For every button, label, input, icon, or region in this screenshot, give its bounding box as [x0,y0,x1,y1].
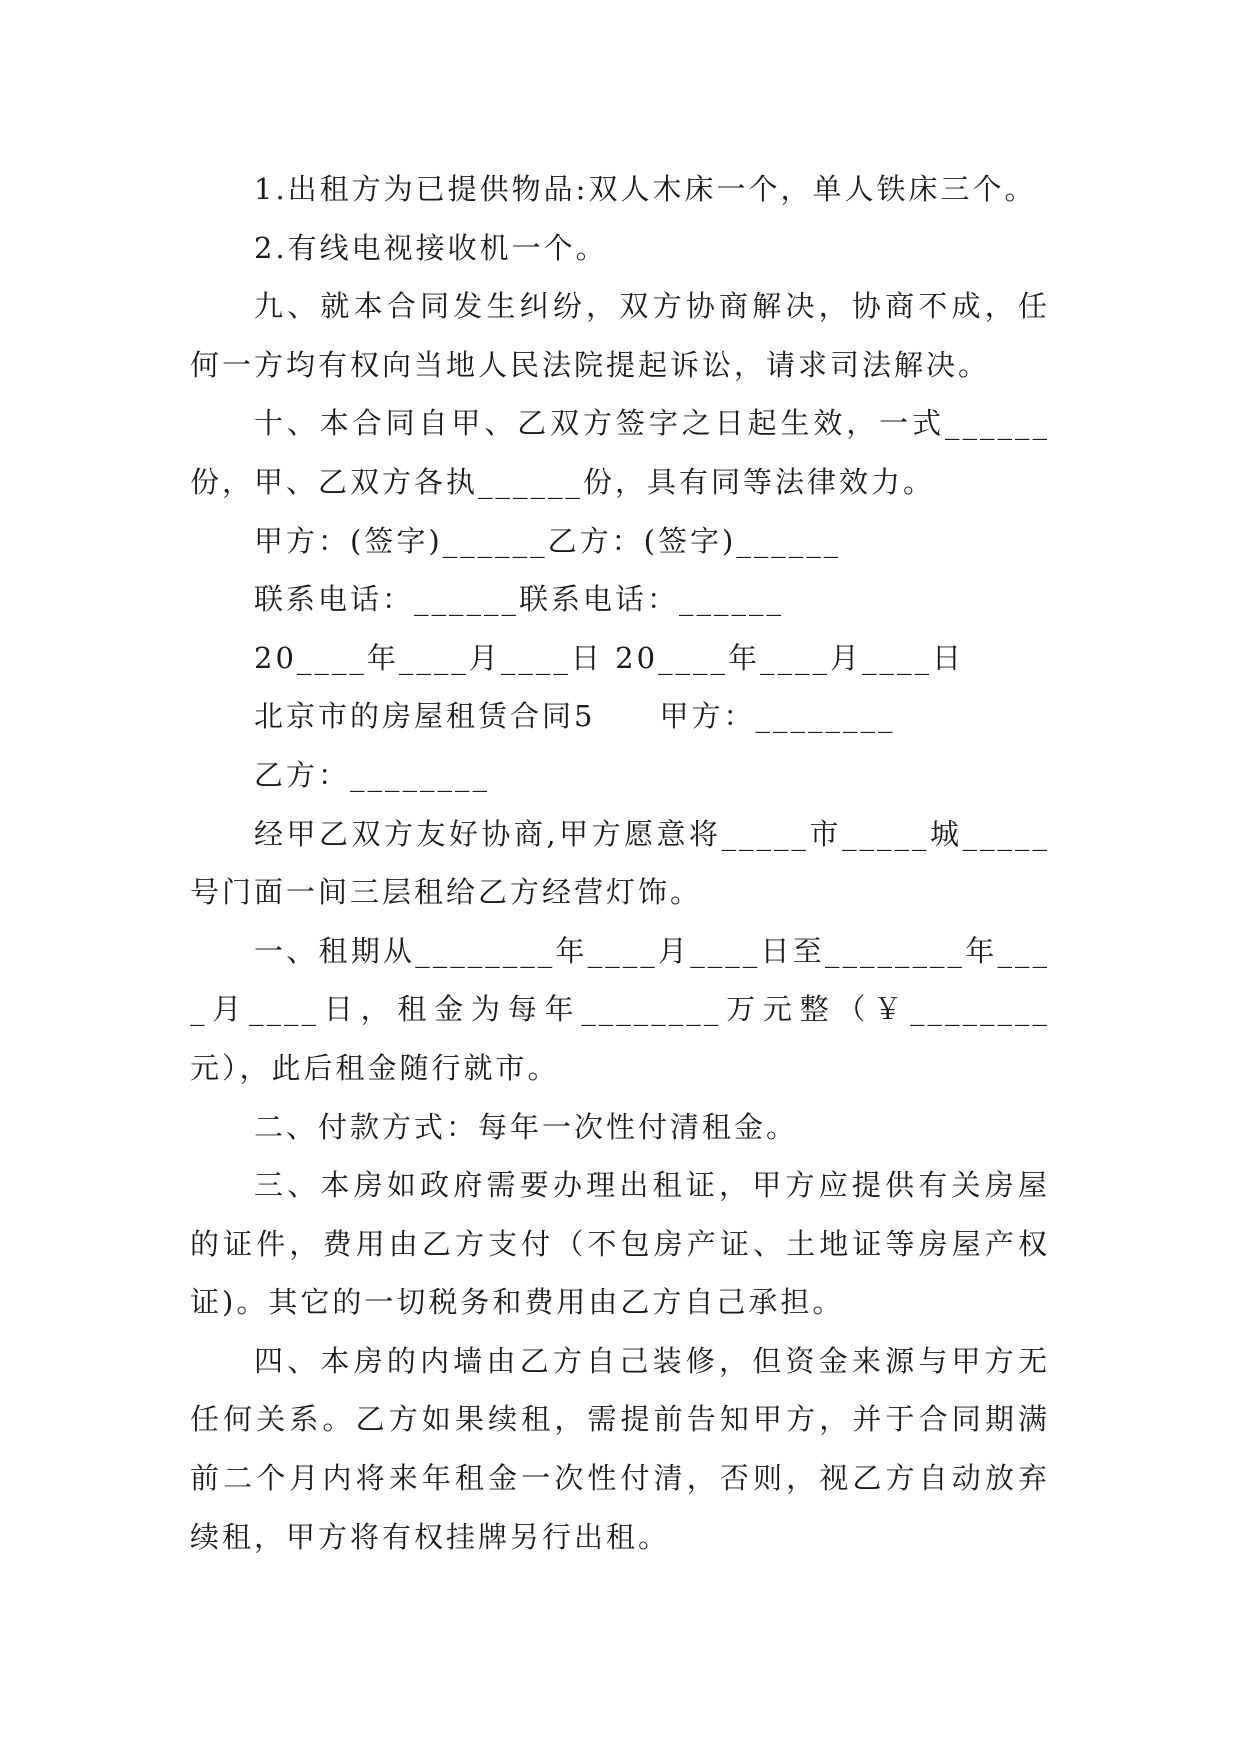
clause-3-rental-permit: 三、本房如政府需要办理出租证，甲方应提供有关房屋的证件，费用由乙方支付（不包房产证、土地证等房屋产权证)。其它的一切税务和费用由乙方自己承担。 [190,1168,1050,1320]
date-line: 20____年____月____日 20____年____月____日 [254,640,965,675]
clause-1-lease-term: 一、租期从________年____月____日至________年____月____日，租金为每年________万元整（￥________元），此后租金随行就市。 [190,933,1050,1085]
clause-10-effectiveness: 十、本合同自甲、乙双方签字之日起生效，一式______份，甲、乙双方各执______份，具有同等法律效力。 [190,406,1050,499]
item-2-tv-receiver: 2.有线电视接收机一个。 [254,230,608,265]
preamble: 经甲乙双方友好协商,甲方愿意将_____市_____城_____号门面一间三层租给乙方经营灯饰。 [190,816,1050,910]
contract-5-title-party-a: 北京市的房屋租赁合同5 甲方：________ [254,699,896,734]
signature-line: 甲方：(签字)______乙方：(签字)______ [254,523,842,558]
document-body [190,160,1050,1566]
clause-4-renovation-renewal: 四、本房的内墙由乙方自己装修，但资金来源与甲方无任何关系。乙方如果续租，需提前告知甲方，并于合同期满前二个月内将来年租金一次性付清，否则，视乙方自动放弃续租，甲方将有权挂牌另行出租。 [190,1343,1050,1554]
item-1-furniture: 1.出租方为已提供物品:双人木床一个，单人铁床三个。 [254,172,1037,206]
clause-9-disputes: 九、就本合同发生纠纷，双方协商解决，协商不成，任何一方均有权向当地人民法院提起诉讼，请求司法解决。 [190,289,1050,382]
phone-line: 联系电话：______联系电话：______ [254,582,785,617]
clause-2-payment: 二、付款方式：每年一次性付清租金。 [254,1109,799,1144]
party-b-line: 乙方：________ [254,757,491,792]
